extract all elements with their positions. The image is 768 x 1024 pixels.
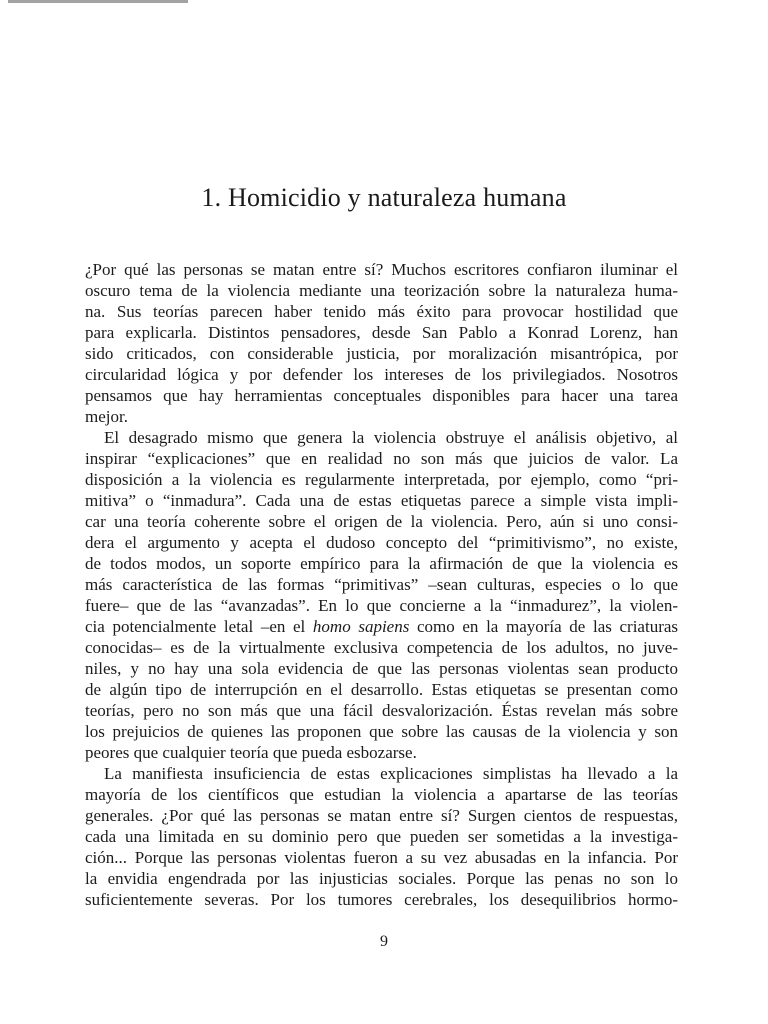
text-line: de algún tipo de interrupción en el desarrollo. Estas etiquetas se presentan como: [85, 680, 678, 699]
text-line: dera el argumento y acepta el dudoso concepto del “primitivismo”, no existe,: [85, 533, 678, 552]
text-line: El desagrado mismo que genera la violencia obstruye el análisis objetivo, al: [104, 428, 678, 447]
text-line: teorías, pero no son más que una fácil desvalorización. Éstas revelan más sobre: [85, 701, 678, 720]
text-line: disposición a la violencia es regularmente interpretada, por ejemplo, como “pri-: [85, 470, 678, 489]
text-line: circularidad lógica y por defender los intereses de los privilegiados. Nosotros: [85, 365, 678, 384]
text-line: cada una limitada en su dominio pero que pueden ser sometidas a la investiga-: [85, 827, 678, 846]
text-line: na. Sus teorías parecen haber tenido más éxito para provocar hostilidad que: [85, 302, 678, 321]
text-line: niles, y no hay una sola evidencia de que las personas violentas sean producto: [85, 659, 678, 678]
italic-term: homo sapiens: [312, 617, 410, 636]
text-segment: cia potencialmente letal –en el: [85, 617, 306, 636]
text-line: fuere– que de las “avanzadas”. En lo que concierne a la “inmadurez”, la violen-: [85, 596, 678, 615]
text-line: de todos modos, un soporte empírico para la afirmación de que la violencia es: [85, 554, 678, 573]
text-line: mitiva” o “inmadura”. Cada una de estas etiquetas parece a simple vista impli-: [85, 491, 678, 510]
text-line: pensamos que hay herramientas conceptuales disponibles para hacer una tarea: [85, 386, 678, 405]
page-number: 9: [380, 933, 388, 950]
text-line: para explicarla. Distintos pensadores, desde San Pablo a Konrad Lorenz, han: [85, 323, 678, 342]
text-segment: como en la mayoría de las criaturas: [416, 617, 679, 636]
text-line: inspirar “explicaciones” que en realidad no son más que juicios de valor. La: [85, 449, 678, 468]
text-line: peores que cualquier teoría que pueda esbozarse.: [85, 743, 417, 762]
text-line: generales. ¿Por qué las personas se matan entre sí? Surgen cientos de respuestas,: [85, 806, 678, 825]
text-line: ción... Porque las personas violentas fueron a su vez abusadas en la infancia. Por: [85, 848, 678, 867]
text-line: car una teoría coherente sobre el origen de la violencia. Pero, aún si uno consi-: [85, 512, 678, 531]
text-line: ¿Por qué las personas se matan entre sí? Muchos escritores confiaron iluminar el: [85, 260, 678, 279]
text-line: mejor.: [85, 407, 128, 426]
text-line: mayoría de los científicos que estudian la violencia a apartarse de las teorías: [85, 785, 678, 804]
text-line: la envidia engendrada por las injusticias sociales. Porque las penas no son lo: [85, 869, 678, 888]
text-line: los prejuicios de quienes las proponen que sobre las causas de la violencia y son: [85, 722, 678, 741]
text-line-with-italic: [85, 616, 678, 637]
chapter-title: 1. Homicidio y naturaleza humana: [201, 183, 567, 212]
text-line: conocidas– es de la virtualmente exclusiva competencia de los adultos, no juve-: [85, 638, 678, 657]
text-line: sido criticados, con considerable justicia, por moralización misantrópica, por: [85, 344, 678, 363]
text-line: más característica de las formas “primitivas” –sean culturas, especies o lo que: [85, 575, 678, 594]
text-line: suficientemente severas. Por los tumores cerebrales, los desequilibrios hormo-: [85, 890, 678, 909]
text-line: La manifiesta insuficiencia de estas explicaciones simplistas ha llevado a la: [104, 764, 678, 783]
text-line: oscuro tema de la violencia mediante una teorización sobre la naturaleza huma-: [85, 281, 678, 300]
scan-edge-mark: [8, 0, 188, 3]
